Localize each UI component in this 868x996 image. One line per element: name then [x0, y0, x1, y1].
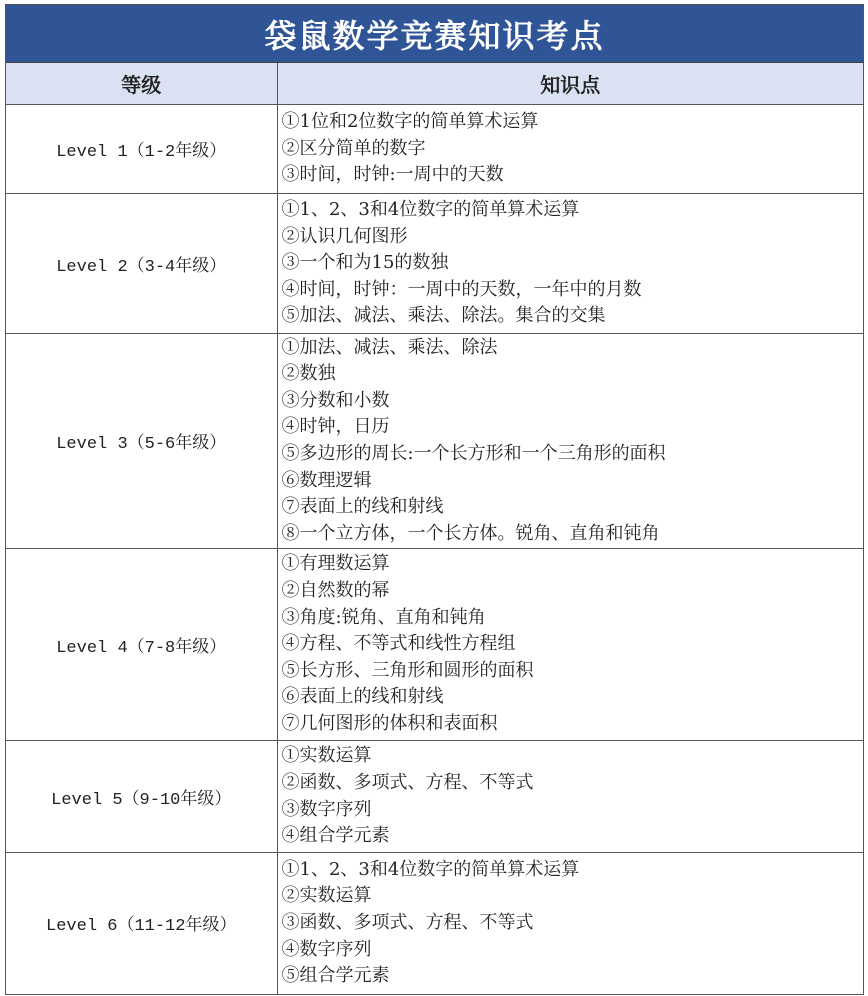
level-cell: Level 5（9-10年级） — [6, 741, 277, 853]
points-cell — [277, 194, 863, 334]
knowledge-point: ②实数运算 — [281, 885, 372, 907]
knowledge-point: ④时间，时钟：一周中的天数，一年中的月数 — [281, 278, 642, 300]
header-level: 等级 — [6, 63, 277, 105]
table-row — [6, 853, 863, 994]
level-cell: Level 2（3-4年级） — [6, 194, 277, 334]
level-cell: Level 4（7-8年级） — [6, 549, 277, 741]
knowledge-point: ①加法、减法、乘法、除法 — [281, 336, 498, 358]
knowledge-point: ③一个和为15的数独 — [281, 252, 449, 274]
knowledge-point: ③时间，时钟:一周中的天数 — [281, 164, 504, 186]
knowledge-point: ③角度:锐角、直角和钝角 — [281, 606, 486, 628]
points-cell — [277, 853, 863, 994]
knowledge-point: ⑦几何图形的体积和表面积 — [281, 712, 498, 734]
knowledge-point: ④数字序列 — [281, 938, 372, 960]
knowledge-point: ③数字序列 — [281, 798, 372, 820]
knowledge-point: ②认识几何图形 — [281, 225, 408, 247]
knowledge-point: ①有理数运算 — [281, 553, 390, 575]
points-cell — [277, 741, 863, 853]
level-cell: Level 6（11-12年级） — [6, 853, 277, 994]
knowledge-point: ④时钟，日历 — [281, 416, 390, 438]
points-cell — [277, 105, 863, 194]
knowledge-point: ①1、2、3和4位数字的简单算术运算 — [281, 858, 580, 880]
table-row — [6, 105, 863, 194]
header-points: 知识点 — [277, 63, 863, 105]
knowledge-point: ①1位和2位数字的简单算术运算 — [281, 111, 539, 133]
knowledge-point: ③分数和小数 — [281, 389, 390, 411]
knowledge-table-container — [5, 4, 864, 995]
knowledge-point: ⑤多边形的周长:一个长方形和一个三角形的面积 — [281, 443, 666, 464]
knowledge-point: ②数独 — [281, 363, 336, 385]
knowledge-point: ⑥数理逻辑 — [281, 469, 372, 491]
knowledge-point: ①1、2、3和4位数字的简单算术运算 — [281, 199, 580, 221]
knowledge-point: ⑦表面上的线和射线 — [281, 496, 444, 518]
knowledge-point: ③函数、多项式、方程、不等式 — [281, 911, 534, 933]
knowledge-point: ④组合学元素 — [281, 825, 390, 847]
knowledge-point: ⑤加法、减法、乘法、除法。集合的交集 — [281, 305, 606, 327]
knowledge-point: ⑥表面上的线和射线 — [281, 686, 444, 708]
knowledge-point: ②区分简单的数字 — [281, 137, 426, 159]
knowledge-point: ②自然数的幂 — [281, 580, 390, 602]
points-cell — [277, 334, 863, 549]
table-title: 袋鼠数学竞赛知识考点 — [6, 5, 863, 63]
knowledge-table — [6, 63, 863, 994]
table-row — [6, 194, 863, 334]
knowledge-point: ⑧一个立方体，一个长方体。锐角、直角和钝角 — [281, 522, 660, 544]
points-cell — [277, 549, 863, 741]
header-row — [6, 63, 863, 105]
table-row — [6, 549, 863, 741]
level-cell: Level 3（5-6年级） — [6, 334, 277, 549]
knowledge-point: ⑤组合学元素 — [281, 965, 390, 987]
knowledge-point: ②函数、多项式、方程、不等式 — [281, 771, 534, 793]
knowledge-point: ⑤长方形、三角形和圆形的面积 — [281, 659, 534, 681]
knowledge-point: ①实数运算 — [281, 745, 372, 767]
table-row — [6, 741, 863, 853]
level-cell: Level 1（1-2年级） — [6, 105, 277, 194]
table-row — [6, 334, 863, 549]
knowledge-point: ④方程、不等式和线性方程组 — [281, 633, 516, 655]
